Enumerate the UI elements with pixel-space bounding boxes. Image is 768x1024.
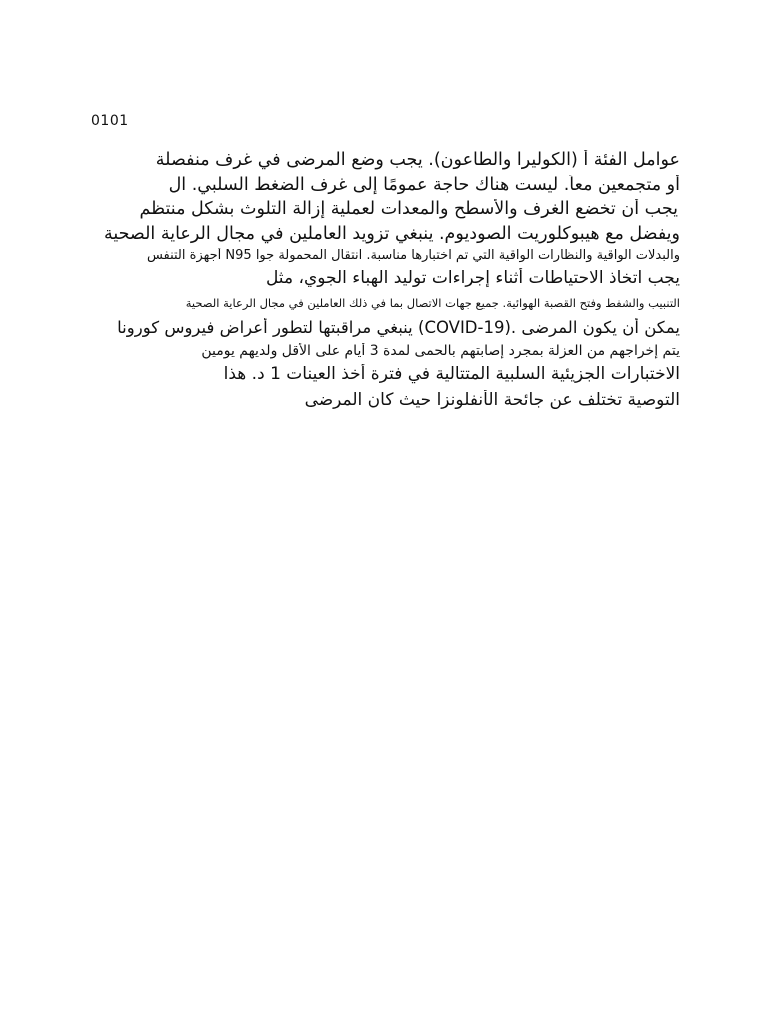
page-number: 0101 [91, 113, 129, 129]
text-line: والبدلات الواقية والنظارات الواقية التي تم اختبارها مناسبة. انتقال المحمولة جوا N95 أجهزة التنفس [146, 248, 680, 263]
text-line: يتم إخراجهم من العزلة بمجرد إصابتهم بالحمى لمدة 3 أيام على الأقل ولديهم يومين [201, 343, 680, 359]
text-line: يجب أن تخضع الغرف والأسطح والمعدات لعملية إزالة التلوث بشكل منتظم [139, 199, 678, 219]
text-line: يمكن أن يكون المرضى .(COVID-19) ينبغي مراقبتها لتطور أعراض فيروس كورونا [117, 318, 680, 337]
text-line: التنبيب والشفط وفتح القصبة الهوائية. جميع جهات الاتصال بما في ذلك العاملين في مجال الرعاية الصحية [185, 296, 680, 310]
text-line: عوامل الفئة أ (الكوليرا والطاعون). يجب وضع المرضى في غرف منفصلة [155, 150, 680, 170]
text-line: أو متجمعين معاً. ليست هناك حاجة عمومًا إلى غرف الضغط السلبي. ال [168, 175, 680, 195]
text-line: يجب اتخاذ الاحتياطات أثناء إجراءات توليد الهباء الجوي، مثل [265, 268, 680, 288]
text-line: التوصية تختلف عن جائحة الأنفلونزا حيث كان المرضى [304, 390, 680, 410]
text-line: الاختبارات الجزيئية السلبية المتتالية في فترة أخذ العينات 1 د. هذا [223, 364, 680, 384]
text-line: ويفضل مع هيبوكلوريت الصوديوم. ينبغي تزويد العاملين في مجال الرعاية الصحية [103, 224, 680, 244]
